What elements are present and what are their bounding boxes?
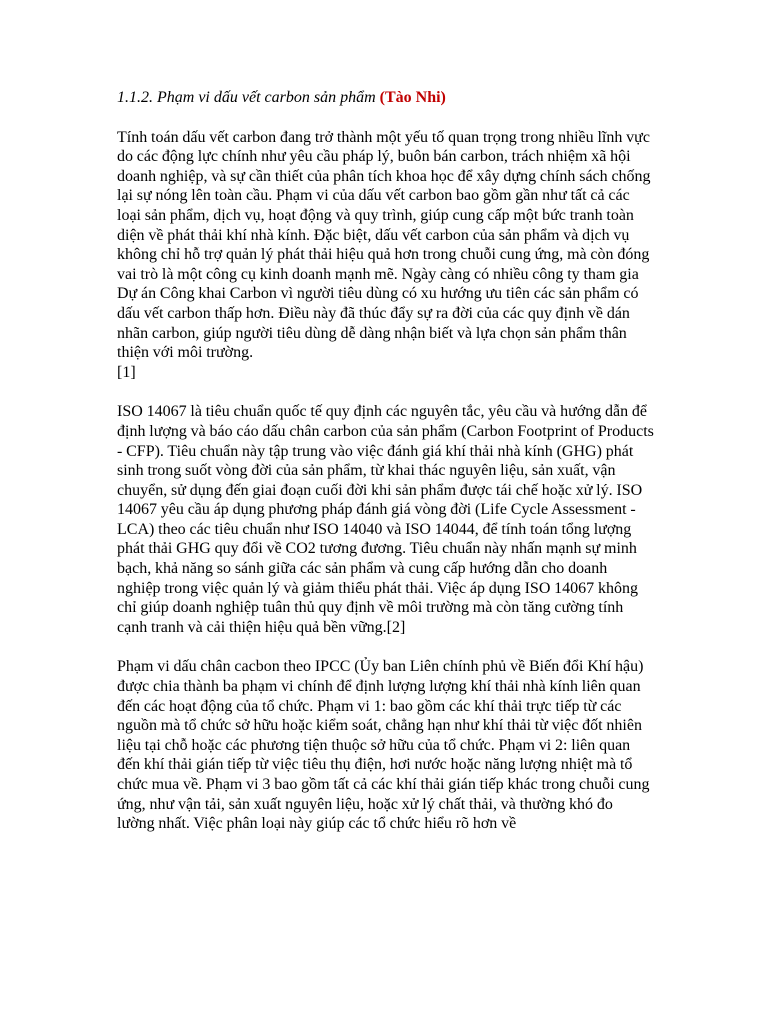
paragraph-text: ISO 14067 là tiêu chuẩn quốc tế quy định các nguyên tắc, yêu cầu và hướng dẫn để định lượng và báo cáo dấu chân carbon của sản phẩm (Carbon Footprint of Products - CFP). Tiêu chuẩn này tập trung vào việc đánh giá khí thải nhà kính (GHG) phát sinh trong suốt vòng đời của sản phẩm, từ khai thác nguyên liệu, sản xuất, vận chuyển, sử dụng đến giai đoạn cuối đời khi sản phẩm được tái chế hoặc xử lý. ISO 14067 yêu cầu áp dụng phương pháp đánh giá vòng đời (Life Cycle Assessment - LCA) theo các tiêu chuẩn như ISO 14040 và ISO 14044, để tính toán tổng lượng phát thải GHG quy đổi về CO2 tương đương. Tiêu chuẩn này nhấn mạnh sự minh bạch, khả năng so sánh giữa các sản phẩm và cung cấp hướng dẫn cho doanh nghiệp trong việc quản lý và giảm thiểu phát thải. Việc áp dụng ISO 14067 không chỉ giúp doanh nghiệp tuân thủ quy định về môi trường mà còn tăng cường tính cạnh tranh và cải thiện hiệu quả bền vững.[2] [117, 403, 654, 636]
section-author: (Tào Nhi) [379, 89, 446, 106]
paragraph-ipcc-scopes [117, 657, 654, 833]
paragraph-text: Phạm vi dấu chân cacbon theo IPCC (Ủy ban Liên chính phủ về Biến đổi Khí hậu) được chia thành ba phạm vi chính để định lượng lượng khí thải nhà kính liên quan đến các hoạt động của tổ chức. Phạm vi 1: bao gồm các khí thải trực tiếp từ các nguồn mà tổ chức sở hữu hoặc kiểm soát, chẳng hạn như khí thải từ việc đốt nhiên liệu tại chỗ hoặc các phương tiện thuộc sở hữu của tổ chức. Phạm vi 2: liên quan đến khí thải gián tiếp từ việc tiêu thụ điện, hơi nước hoặc năng lượng nhiệt mà tổ chức mua về. Phạm vi 3 bao gồm tất cả các khí thải gián tiếp khác trong chuỗi cung ứng, như vận tải, sản xuất nguyên liệu, hoặc xử lý chất thải, và thường khó đo lường nhất. Việc phân loại này giúp các tổ chức hiểu rõ hơn về [117, 658, 650, 833]
paragraph-iso-14067 [117, 402, 654, 637]
paragraph-text: Tính toán dấu vết carbon đang trở thành một yếu tố quan trọng trong nhiều lĩnh vực do các động lực chính như yêu cầu pháp lý, buôn bán carbon, trách nhiệm xã hội doanh nghiệp, và sự cần thiết của phân tích khoa học để xây dựng chính sách chống lại sự nóng lên toàn cầu. Phạm vi của dấu vết carbon bao gồm gần như tất cả các loại sản phẩm, dịch vụ, hoạt động và quy trình, giúp cung cấp một bức tranh toàn diện về phát thải khí nhà kính. Đặc biệt, dấu vết carbon của sản phẩm và dịch vụ không chỉ hỗ trợ quản lý phát thải hiệu quả hơn trong chuỗi cung ứng, mà còn đóng vai trò là một công cụ kinh doanh mạnh mẽ. Ngày càng có nhiều công ty tham gia Dự án Công khai Carbon vì người tiêu dùng có xu hướng ưu tiên các sản phẩm có dấu vết carbon thấp hơn. Điều này đã thúc đẩy sự ra đời của các quy định về dán nhãn carbon, giúp người tiêu dùng dễ dàng nhận biết và lựa chọn sản phẩm thân thiện với môi trường. [117, 128, 651, 362]
paragraph-carbon-footprint-intro [117, 128, 654, 383]
section-heading [117, 88, 654, 108]
document-page [117, 88, 654, 854]
section-title: 1.1.2. Phạm vi dấu vết carbon sản phẩm [117, 89, 376, 106]
reference-marker: [1] [117, 363, 136, 381]
